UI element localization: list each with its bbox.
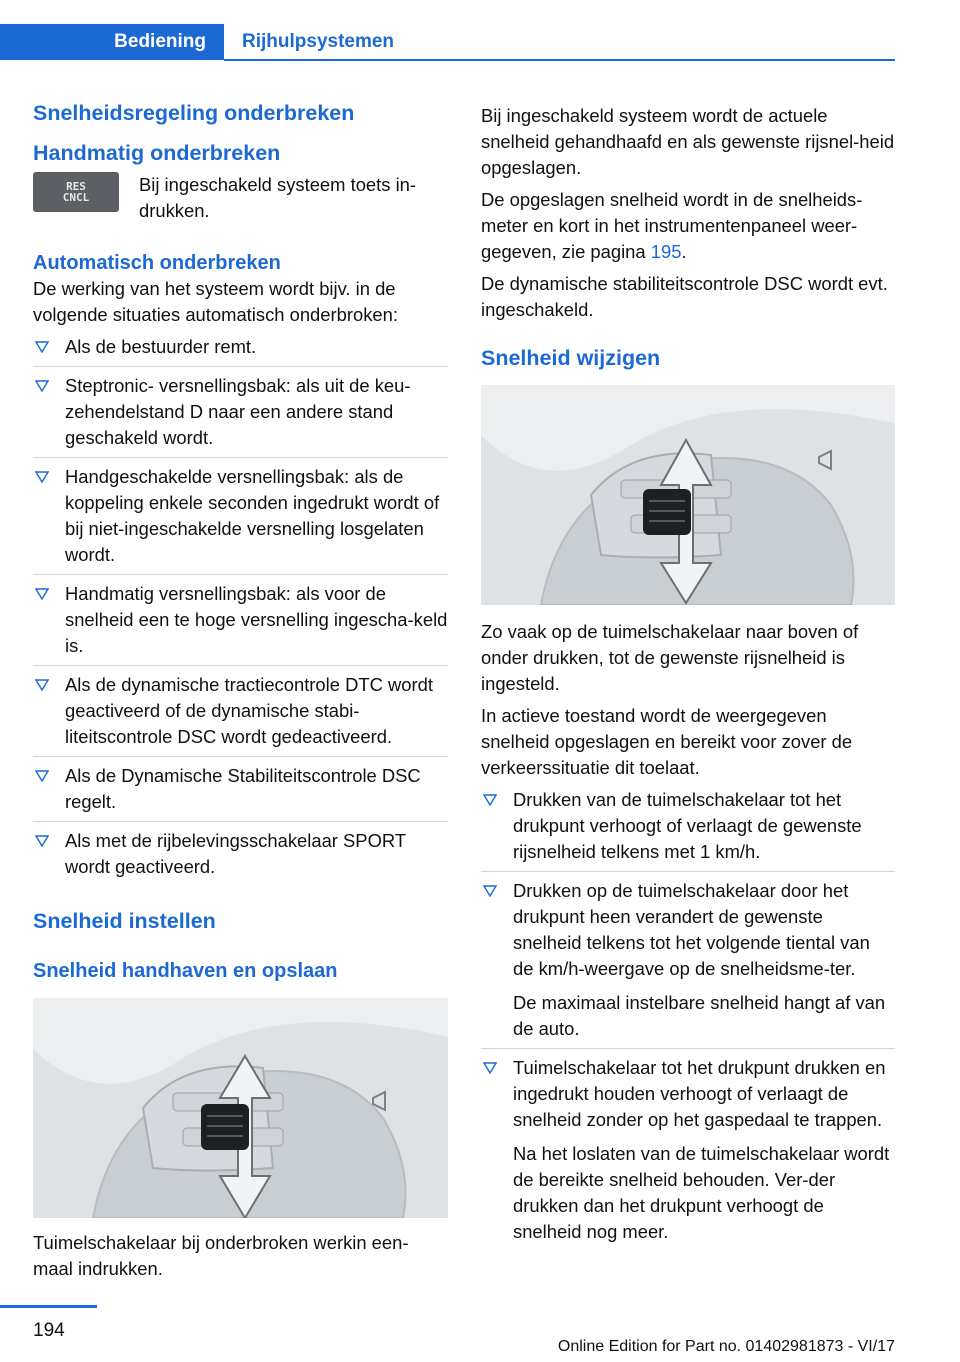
- tab-rijhulpsystemen[interactable]: Rijhulpsystemen: [242, 31, 395, 52]
- manual-text: Bij ingeschakeld systeem toets in-drukken.: [139, 173, 417, 221]
- auto-text: De werking van het systeem wordt bijv. in de volgende situaties automatisch onderbroken:: [33, 277, 398, 325]
- footer-rule: [0, 1305, 97, 1308]
- list-item: Als de dynamische tractiecontrole DTC wordt geactiveerd of de dynamische stabi-liteitscontrole DSC wordt gedeactiveerd.: [33, 672, 448, 757]
- tab-bediening[interactable]: Bediening: [0, 24, 224, 60]
- triangle-bullet-icon: [35, 471, 49, 483]
- right-column: [481, 103, 895, 1257]
- triangle-bullet-icon: [35, 770, 49, 782]
- triangle-bullet-icon: [35, 588, 49, 600]
- paragraph-dsc: De dynamische stabiliteitscontrole DSC wordt evt. ingeschakeld.: [481, 273, 888, 320]
- steering-wheel-rocker-image: [481, 385, 895, 605]
- edition-note: Online Edition for Part no. 01402981873 - VI/17: [557, 1338, 895, 1355]
- list-item: Tuimelschakelaar tot het drukpunt drukken en ingedrukt houden verhoogt of verlaagt de snelheid zonder op het gaspedaal te trappen. Na het loslaten van de tuimelschakelaar wordt de bereikte snelheid behouden. Ver-der drukken dan het drukpunt verhoogt de snelheid nog meer.: [481, 1055, 895, 1251]
- heading-change: Snelheid wijzigen: [481, 346, 661, 370]
- page-link[interactable]: 195: [650, 241, 682, 262]
- paragraph-stored: De opgeslagen snelheid wordt in de snelheids-meter en kort in het instrumentenpaneel weer-gegeven, zie pagina 195.: [481, 189, 863, 262]
- heading-keep: Snelheid handhaven en opslaan: [33, 959, 338, 982]
- triangle-bullet-icon: [35, 380, 49, 392]
- heading-auto: Automatisch onderbreken: [33, 251, 281, 274]
- triangle-bullet-icon: [483, 1062, 497, 1074]
- change-list: [481, 787, 895, 1251]
- heading-manual: Handmatig onderbreken: [33, 140, 281, 165]
- page-number: 194: [33, 1320, 65, 1341]
- heading-pause: Snelheidsregeling onderbreken: [33, 101, 355, 125]
- triangle-bullet-icon: [35, 835, 49, 847]
- paragraph-active: Bij ingeschakeld systeem wordt de actuele snelheid gehandhaafd en als gewenste rijsnel-heid opgeslagen.: [481, 105, 895, 178]
- triangle-bullet-icon: [35, 341, 49, 353]
- list-item: Handgeschakelde versnellingsbak: als de koppeling enkele seconden ingedrukt wordt of bij niet-ingeschakelde versnelling losgelaten wordt.: [33, 464, 448, 575]
- list-item: Als de bestuurder remt.: [33, 334, 448, 367]
- header-bar: [0, 24, 895, 60]
- list-item: Als de Dynamische Stabiliteitscontrole DSC regelt.: [33, 763, 448, 822]
- figure-caption: Tuimelschakelaar bij onderbroken werkin een-maal indrukken.: [33, 1231, 409, 1279]
- res-cncl-button-icon: RES CNCL: [33, 172, 119, 212]
- triangle-bullet-icon: [483, 794, 497, 806]
- paragraph-active-state: In actieve toestand wordt de weergegeven snelheid opgeslagen en bereikt voor zover de verkeerssituatie dit toelaat.: [481, 704, 853, 778]
- list-item: Drukken van de tuimelschakelaar tot het drukpunt verhoogt of verlaagt de gewenste rijsnelheid telkens met 1 km/h.: [481, 787, 895, 872]
- steering-wheel-rocker-image: [33, 998, 448, 1218]
- list-item: Handmatig versnellingsbak: als voor de snelheid een te hoge versnelling ingescha-keld is.: [33, 581, 448, 666]
- list-item: Steptronic- versnellingsbak: als uit de keu-zehendelstand D naar een andere stand geschakeld wordt.: [33, 373, 448, 458]
- list-item: Als met de rijbelevingsschakelaar SPORT wordt geactiveerd.: [33, 828, 448, 886]
- list-item: Drukken op de tuimelschakelaar door het drukpunt heen verandert de gewenste snelheid telkens tot het volgende tiental van de km/h-weergave op de snelheidsme-ter. De maximaal instelbare snelheid hangt af van de auto.: [481, 878, 895, 1049]
- heading-set: Snelheid instellen: [33, 908, 216, 933]
- left-column: [33, 100, 448, 1282]
- auto-list: [33, 334, 448, 886]
- paragraph-press: Zo vaak op de tuimelschakelaar naar boven of onder drukken, tot de gewenste rijsnelheid is ingesteld.: [481, 620, 859, 694]
- triangle-bullet-icon: [35, 679, 49, 691]
- header-rule: [224, 59, 895, 61]
- triangle-bullet-icon: [483, 885, 497, 897]
